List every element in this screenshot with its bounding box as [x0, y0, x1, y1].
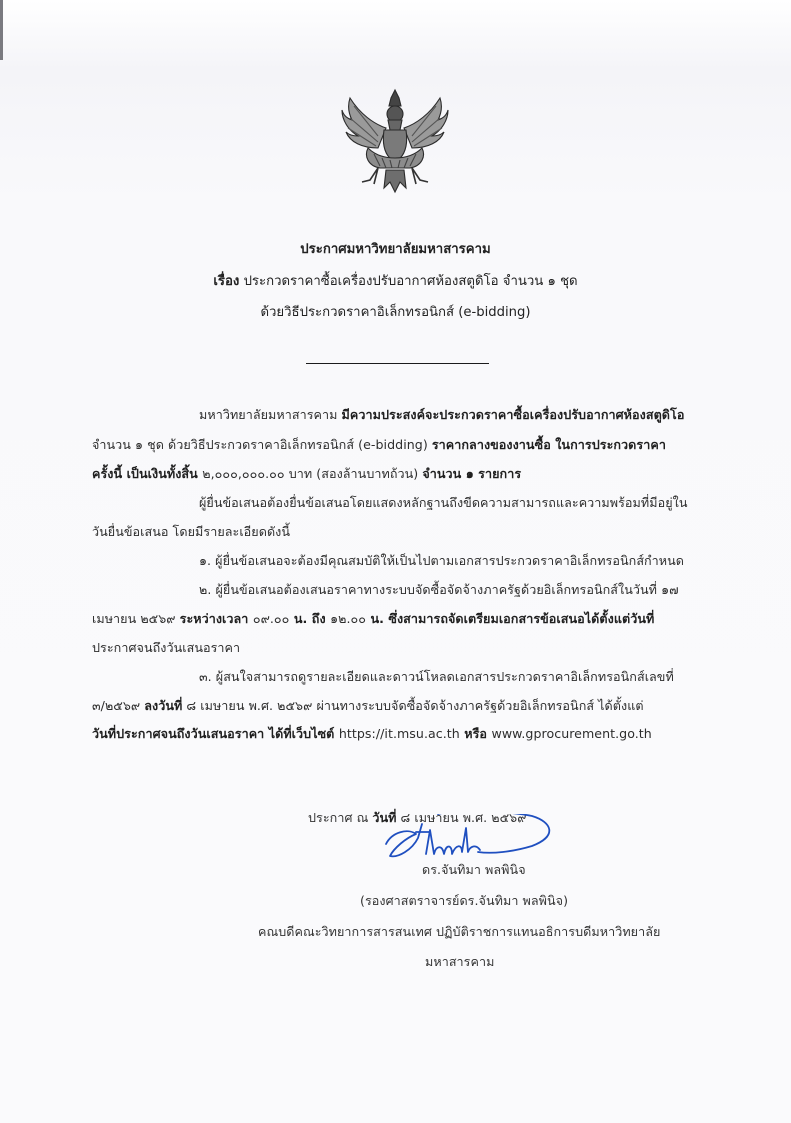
signature-icon [382, 814, 582, 866]
p1-line-2 [92, 435, 666, 455]
text-bold: ครั้งนี้ เป็นเงินทั้งสิ้น [92, 466, 203, 481]
text: มหาวิทยาลัยมหาสารคาม [199, 407, 342, 422]
item-3-line-1: ๓. ผู้สนใจสามารถดูรายละเอียดและดาวน์โหลดเอกสารประกวดราคาอิเล็กทรอนิกส์เลขที่ [199, 669, 674, 684]
item-2-line-2 [92, 609, 654, 629]
end-time: ๑๒.๐๐ [330, 611, 367, 626]
text-bold: หรือ [459, 726, 492, 741]
start-time: ๐๙.๐๐ [252, 611, 290, 626]
subject-text: ประกวดราคาซื้อเครื่องปรับอากาศห้องสตูดิโอ จำนวน ๑ ชุด [243, 274, 578, 289]
item-1-line-1: ๑. ผู้ยื่นข้อเสนอจะต้องมีคุณสมบัติให้เป็นไปตามเอกสารประกวดราคาอิเล็กทรอนิกส์กำหนด [199, 553, 685, 568]
bid-date: ๑๗ [661, 582, 679, 597]
item-2-line-3: ประกาศจนถึงวันเสนอราคา [92, 640, 241, 655]
text-bold: วันที่ [372, 810, 397, 825]
text: เมษายน ๒๕๖๙ [92, 611, 180, 626]
garuda-emblem-icon [334, 84, 456, 196]
text-bold: วันที่ประกาศจนถึงวันเสนอราคา ได้ที่เว็บไซต์ [92, 726, 339, 741]
announce-date: ๘ เมษายน พ.ศ. ๒๕๖๙ [396, 810, 527, 825]
text-bold: น. ซึ่งสามารถจัดเตรียมเอกสารข้อเสนอได้ตั้งแต่วันที่ [366, 611, 655, 626]
item-3-line-3 [92, 724, 652, 744]
signer-position-line-1: คณบดีคณะวิทยาการสารสนเทศ ปฏิบัติราชการแทนอธิการบดีมหาวิทยาลัย [258, 924, 661, 939]
p2-line-1: ผู้ยื่นข้อเสนอต้องยื่นข้อเสนอโดยแสดงหลักฐานถึงขีดความสามารถและความพร้อมที่มีอยู่ใน [199, 495, 688, 510]
text-bold: มีความประสงค์จะประกวดราคาซื้อเครื่องปรับอากาศห้องสตูดิโอ [341, 407, 685, 422]
text: ๒. ผู้ยื่นข้อเสนอต้องเสนอราคาทางระบบจัดซื้อจัดจ้างภาครัฐด้วยอิเล็กทรอนิกส์ในวันที่ [199, 582, 662, 597]
website-link-msu[interactable]: https://it.msu.ac.th [338, 726, 460, 741]
p2-line-2: วันยื่นข้อเสนอ โดยมีรายละเอียดดังนี้ [92, 524, 291, 539]
text-bold: ระหว่างเวลา [179, 611, 253, 626]
signer-name: ดร.จันทิมา พลพินิจ [422, 862, 526, 877]
header-divider [306, 363, 489, 364]
subject-line [0, 270, 791, 291]
website-link-gprocurement[interactable]: www.gprocurement.go.th [491, 726, 652, 741]
text: จำนวน ๑ ชุด ด้วยวิธีประกวดราคาอิเล็กทรอนิกส์ (e-bidding) [92, 437, 432, 452]
item-2-line-1 [199, 580, 679, 600]
signer-position-line-2: มหาสารคาม [425, 954, 495, 969]
budget-amount: ๒,๐๐๐,๐๐๐.๐๐ [202, 466, 285, 481]
scan-edge [0, 0, 3, 60]
announcement-title: ประกาศมหาวิทยาลัยมหาสารคาม [300, 242, 491, 257]
subject-label: เรื่อง [213, 274, 240, 289]
document-date: ๘ เมษายน พ.ศ. ๒๕๖๙ [182, 698, 317, 713]
text: ประกาศ ณ [308, 810, 373, 825]
text-bold: ลงวันที่ [144, 698, 183, 713]
text-bold: น. ถึง [289, 611, 331, 626]
method-line: ด้วยวิธีประกวดราคาอิเล็กทรอนิกส์ (e-bidding) [260, 305, 531, 320]
text-bold: ราคากลางของงานซื้อ ในการประกวดราคา [431, 437, 666, 452]
item-3-line-2 [92, 696, 644, 716]
p1-line-1 [199, 405, 684, 425]
signer-full-title: (รองศาสตราจารย์ดร.จันทิมา พลพินิจ) [360, 893, 569, 908]
text: บาท (สองล้านบาทถ้วน) [284, 466, 423, 481]
text: ผ่านทางระบบจัดซื้อจัดจ้างภาครัฐด้วยอิเล็กทรอนิกส์ ได้ตั้งแต่ [316, 698, 644, 713]
p1-line-3 [92, 464, 521, 484]
document-number: ๓/๒๕๖๙ [92, 698, 145, 713]
text-bold: จำนวน ๑ รายการ [422, 466, 522, 481]
